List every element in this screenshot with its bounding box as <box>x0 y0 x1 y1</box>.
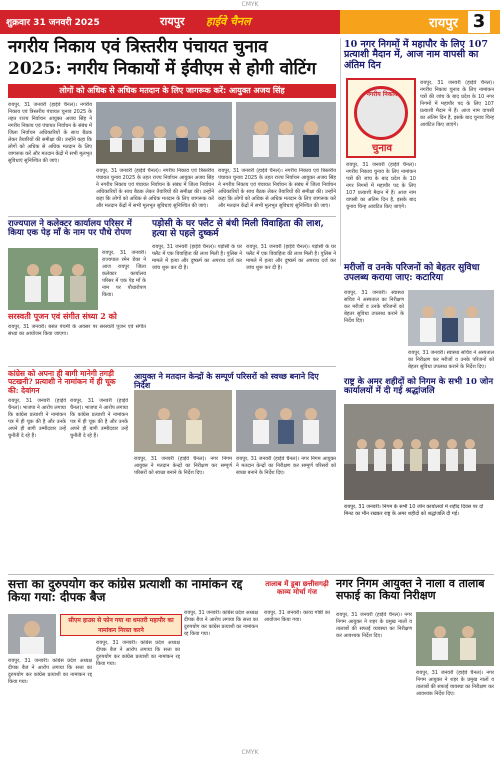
story-6-photo-1 <box>134 390 232 452</box>
column-divider <box>340 38 341 266</box>
story-5-body-col-2: रायपुर, 31 जनवरी (हाईवे चैनल)। भाजपा ने आरोप लगाया कि कांग्रेस प्रत्याशी ने नामांकन पत्र में ही चूक की है और उनके अपने ही बागी उम्मीदवार उन्हें चुनौती दे रहे हैं। <box>70 398 128 439</box>
story-9-headline: तालाब में डूबा छत्तीसगढ़ी काव्य मोर्चा गंज <box>265 579 329 596</box>
masthead-date: शुक्रवार 31 जनवरी 2025 <box>6 18 100 28</box>
poster-text-1: नगरीय निकाय <box>366 91 398 98</box>
right-top-headline: 10 नगर निगमों में महापौर के लिए 107 प्रत्याशी मैदान में, आज नाम वापसी का अंतिम दिन <box>344 39 488 71</box>
masthead <box>0 10 500 34</box>
lead-body-col-1: रायपुर, 31 जनवरी (हाईवे चैनल)। नगरीय निकाय एवं त्रिस्तरीय पंचायत चुनाव 2025 के तहत राज्य निर्वाचन आयुक्त अजय सिंह ने नगरीय निकाय एवं पंचायत निर्वाचन के संबंध में जिला निर्वाचन अधिकारियों के साथ बैठक लेकर तैयारियों की समीक्षा की। उन्होंने कहा कि लोगों को अधिक से अधिक मतदान के लिए जागरूक करें और मतदान केंद्रों में सभी मूलभूत सुविधाएं सुनिश्चित की जाएं। <box>8 102 92 164</box>
story-7-headline: राष्ट्र के अमर शहीदों को निगम के सभी 10 जोन कार्यालयों में दी गई श्रद्धांजलि <box>344 377 494 397</box>
masthead-right-block <box>340 10 500 34</box>
story-5-body-col-1: रायपुर, 31 जनवरी (हाईवे चैनल)। भाजपा ने आरोप लगाया कि कांग्रेस प्रत्याशी ने नामांकन पत्र में ही चूक की है और उनके अपने ही बागी उम्मीदवार उन्हें चुनौती दे रहे हैं। <box>8 398 66 439</box>
print-registration-top: CMYK <box>241 1 259 8</box>
lead-subhead: लोगों को अधिक से अधिक मतदान के लिए जागरूक करें: आयुक्त अजय सिंह <box>8 84 336 98</box>
print-registration-bottom: CMYK <box>241 749 259 756</box>
election-poster <box>346 78 416 158</box>
story-9-body: रायपुर, 31 जनवरी। काव्य गोष्ठी का आयोजन किया गया। <box>264 610 330 623</box>
story-10-headline: नगर निगम आयुक्त ने नाला व तालाब सफाई का किया निरीक्षण <box>336 577 485 603</box>
polling-station-photo-icon <box>134 390 232 452</box>
story-2-photo <box>8 248 98 310</box>
story-3-headline: पड़ोसी के घर फ्लैट से बंधी मिली विवाहिता की लाश, हत्या से पहले दुष्कर्म <box>152 219 324 239</box>
masthead-city: रायपुर <box>160 15 185 28</box>
story-2-sub-body: रायपुर, 31 जनवरी। बसंत पंचमी के अवसर पर सरस्वती पूजन एवं संगीत संध्या का आयोजन किया जाएगा। <box>8 324 146 337</box>
story-4-headline: मरीजों व उनके परिजनों को बेहतर सुविधा उपलब्ध कराया जाए: कटारिया <box>344 263 480 283</box>
story-6-photo-2 <box>236 390 336 452</box>
story-5-headline: कांग्रेस को अपना ही बागी मानेगी तगड़ी पटखनी? प्रत्याशी ने नामांकन में ही चूक की: देवांगन <box>8 369 116 395</box>
story-4-body: रायपुर, 31 जनवरी। स्वास्थ्य सचिव ने अस्पताल का निरीक्षण कर मरीजों व उनके परिजनों को बेहतर सुविधा उपलब्ध कराने के निर्देश दिए। <box>344 290 404 324</box>
tribute-photo-icon <box>344 404 494 500</box>
story-3-body-col-2: रायपुर, 31 जनवरी (हाईवे चैनल)। पड़ोसी के घर फ्लैट में एक विवाहिता की लाश मिली है। पुलिस ने मामले में हत्या और दुष्कर्म का अपराध दर्ज कर जांच शुरू कर दी है। <box>246 244 336 271</box>
meeting-photo-icon <box>96 102 232 164</box>
hospital-photo-icon <box>408 290 494 346</box>
story-2-body: रायपुर, 31 जनवरी। राज्यपाल रमेन डेका ने आज रायपुर जिला कलेक्टर कार्यालय परिसर में एक पेड़ माँ के नाम पर पौधारोपण किया। <box>102 250 146 298</box>
story-8-photo <box>8 614 56 654</box>
right-top-body-col-1: रायपुर, 31 जनवरी (हाईवे चैनल)। नगरीय निकाय चुनाव के लिए नामांकन पत्रों की जांच के बाद प्रदेश के 10 नगर निगमों में महापौर पद के लिए 107 प्रत्याशी मैदान में हैं। आज नाम वापसी का अंतिम दिन है, इसके बाद चुनाव चिन्ह आवंटित किए जाएंगे। <box>346 162 416 210</box>
story-7-photo <box>344 404 494 500</box>
story-8-inset: सीएम हाउस से फोन गया था धमतरी महापौर का नामांकन निरस्त करने <box>60 614 182 636</box>
lead-photo <box>96 102 232 164</box>
right-top-body-col-2: रायपुर, 31 जनवरी (हाईवे चैनल)। नगरीय निकाय चुनाव के लिए नामांकन पत्रों की जांच के बाद प्रदेश के 10 नगर निगमों में महापौर पद के लिए 107 प्रत्याशी मैदान में हैं। आज नाम वापसी का अंतिम दिन है, इसके बाद चुनाव चिन्ह आवंटित किए जाएंगे। <box>420 80 494 128</box>
story-8-body-col-3: रायपुर, 31 जनवरी। कांग्रेस प्रदेश अध्यक्ष दीपक बैज ने आरोप लगाया कि सत्ता का दुरुपयोग कर कांग्रेस प्रत्याशी का नामांकन रद्द किया गया। <box>184 610 258 637</box>
story-8-body-col-2: रायपुर, 31 जनवरी। कांग्रेस प्रदेश अध्यक्ष दीपक बैज ने आरोप लगाया कि सत्ता का दुरुपयोग कर कांग्रेस प्रत्याशी का नामांकन रद्द किया गया। <box>96 640 180 667</box>
story-7-caption: रायपुर, 31 जनवरी। निगम के सभी 10 जोन कार्यालयों में शहीद दिवस पर दो मिनट का मौन रखकर राष्ट्र के अमर शहीदों को श्रद्धांजलि दी गई। <box>344 504 484 517</box>
masthead-brand: हाईवे चैनल <box>206 15 251 28</box>
divider <box>8 366 336 367</box>
page-number: 3 <box>468 11 490 33</box>
story-4-body-2: रायपुर, 31 जनवरी। स्वास्थ्य सचिव ने अस्पताल का निरीक्षण कर मरीजों व उनके परिजनों को बेहतर सुविधा उपलब्ध कराने के निर्देश दिए। <box>408 350 494 370</box>
story-8-body-col-1: रायपुर, 31 जनवरी। कांग्रेस प्रदेश अध्यक्ष दीपक बैज ने आरोप लगाया कि सत्ता का दुरुपयोग कर कांग्रेस प्रत्याशी का नामांकन रद्द किया गया। <box>8 658 92 685</box>
story-2-headline: राज्यपाल ने कलेक्टर कार्यालय परिसर में किया एक पेड़ माँ के नाम पर पौधे रोपण <box>8 219 132 239</box>
divider <box>8 574 494 575</box>
lead-body-col-2: रायपुर, 31 जनवरी (हाईवे चैनल)। नगरीय निकाय एवं त्रिस्तरीय पंचायत चुनाव 2025 के तहत राज्य निर्वाचन आयुक्त अजय सिंह ने नगरीय निकाय एवं पंचायत निर्वाचन के संबंध में जिला निर्वाचन अधिकारियों के साथ बैठक लेकर तैयारियों की समीक्षा की। उन्होंने कहा कि लोगों को अधिक से अधिक मतदान के लिए जागरूक करें और मतदान केंद्रों में सभी मूलभूत सुविधाएं सुनिश्चित की जाएं। <box>96 168 214 209</box>
story-4-photo <box>408 290 494 346</box>
story-6-body-col-1: रायपुर, 31 जनवरी (हाईवे चैनल)। नगर निगम आयुक्त ने मतदान केन्द्रों का निरीक्षण कर सम्पूर्ण परिसरों को स्वच्छ बनाने के निर्देश दिए। <box>134 456 232 476</box>
masthead-right-city: रायपुर <box>429 16 458 31</box>
lead-body-col-3: रायपुर, 31 जनवरी (हाईवे चैनल)। नगरीय निकाय एवं त्रिस्तरीय पंचायत चुनाव 2025 के तहत राज्य निर्वाचन आयुक्त अजय सिंह ने नगरीय निकाय एवं पंचायत निर्वाचन के संबंध में जिला निर्वाचन अधिकारियों के साथ बैठक लेकर तैयारियों की समीक्षा की। उन्होंने कहा कि लोगों को अधिक से अधिक मतदान के लिए जागरूक करें और मतदान केंद्रों में सभी मूलभूत सुविधाएं सुनिश्चित की जाएं। <box>218 168 336 209</box>
plantation-photo-icon <box>8 248 98 310</box>
story-8-headline: सत्ता का दुरुपयोग कर कांग्रेस प्रत्याशी का नामांकन रद्द किया गया: दीपक बैज <box>8 577 243 605</box>
story-10-body-col-1: रायपुर, 31 जनवरी (हाईवे चैनल)। नगर निगम आयुक्त ने शहर के प्रमुख नालों व तालाबों की सफाई व्यवस्था का निरीक्षण कर आवश्यक निर्देश दिए। <box>336 612 412 639</box>
story-2-sub-headline: सरस्वती पूजन एवं संगीत संध्या 2 को <box>8 311 117 321</box>
portrait-photo-icon <box>8 614 56 654</box>
drain-inspection-photo-icon <box>416 612 494 666</box>
poster-text-2: चुनाव <box>371 143 393 154</box>
officials-photo-icon <box>236 102 336 164</box>
lead-headline-1: नगरीय निकाय एवं त्रिस्तरीय पंचायत चुनाव <box>8 37 268 57</box>
divider <box>8 216 336 217</box>
inspection-photo-icon <box>236 390 336 452</box>
story-10-body-col-2: रायपुर, 31 जनवरी (हाईवे चैनल)। नगर निगम आयुक्त ने शहर के प्रमुख नालों व तालाबों की सफाई व्यवस्था का निरीक्षण कर आवश्यक निर्देश दिए। <box>416 670 494 697</box>
story-3-body-col-1: रायपुर, 31 जनवरी (हाईवे चैनल)। पड़ोसी के घर फ्लैट में एक विवाहिता की लाश मिली है। पुलिस ने मामले में हत्या और दुष्कर्म का अपराध दर्ज कर जांच शुरू कर दी है। <box>152 244 242 271</box>
story-6-headline: आयुक्त ने मतदान केन्द्रों के सम्पूर्ण परिसरों को स्वच्छ बनाने दिए निर्देश <box>134 371 319 390</box>
story-10-photo <box>416 612 494 666</box>
lead-photo-2 <box>236 102 336 164</box>
lead-headline-2: 2025: नगरीय निकायों में ईवीएम से होगी वोटिंग <box>8 59 317 79</box>
story-6-body-col-2: रायपुर, 31 जनवरी (हाईवे चैनल)। नगर निगम आयुक्त ने मतदान केन्द्रों का निरीक्षण कर सम्पूर्ण परिसरों को स्वच्छ बनाने के निर्देश दिए। <box>236 456 336 476</box>
